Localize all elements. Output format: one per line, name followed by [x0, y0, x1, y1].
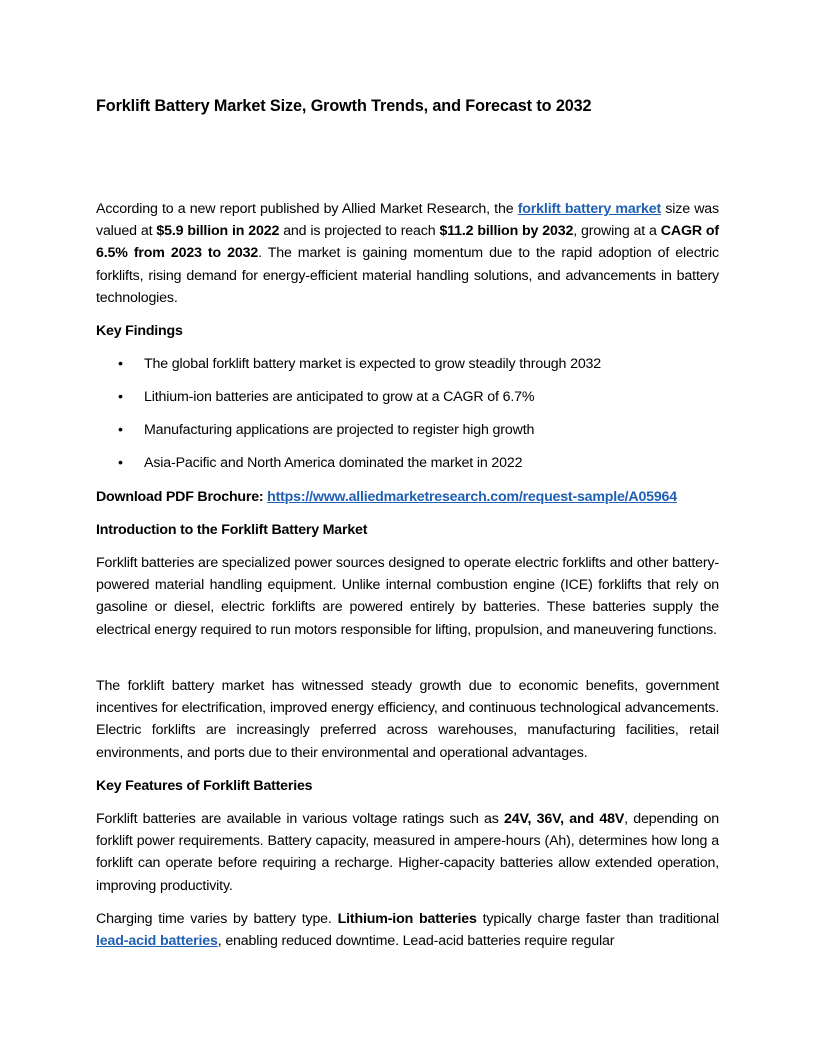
intro-paragraph: [96, 198, 719, 309]
paragraph-text: Charging time varies by battery type.: [96, 911, 338, 927]
intro-text: . The market is gaining momentum due to the rapid adoption of electric forklifts, rising demand for energy-efficient material handling solutions, and advancements in battery technologies.: [96, 245, 719, 306]
brochure-url-link[interactable]: https://www.alliedmarketresearch.com/request-sample/A05964: [267, 489, 677, 505]
intro-text: and is projected to reach: [279, 223, 440, 240]
list-item: [96, 452, 719, 485]
paragraph-text: Forklift batteries are available in various voltage ratings such as: [96, 811, 505, 827]
cagr-value: CAGR of 6.5% from 2023 to 2032: [96, 223, 719, 262]
features-paragraph-2: [96, 908, 719, 952]
bullet-icon: •: [118, 455, 123, 471]
key-findings-heading: Key Findings: [96, 323, 183, 339]
intro-text: , growing at a: [573, 223, 661, 240]
lithium-ion-term: Lithium-ion batteries: [337, 911, 477, 927]
list-item: [96, 353, 719, 386]
download-brochure-line: [96, 486, 677, 508]
paragraph-text: , enabling reduced downtime. Lead-acid batteries require regular: [217, 933, 615, 950]
bullet-icon: •: [118, 422, 123, 438]
voltage-ratings: 24V, 36V, and 48V: [504, 811, 625, 827]
document-title: Forklift Battery Market Size, Growth Trends, and Forecast to 2032: [96, 97, 592, 115]
introduction-paragraph-1: Forklift batteries are specialized power sources designed to operate electric forklifts and other battery-powered material handling equipment. Unlike internal combustion engine (ICE) forklifts that rely on gasoline or diesel, electric forklifts are powered entirely by batteries. These batteries supply the electrical energy required to run motors responsible for lifting, propulsion, and maneuvering functions.: [96, 555, 719, 638]
list-item-text: Lithium-ion batteries are anticipated to grow at a CAGR of 6.7%: [144, 389, 535, 405]
market-value-2032: $11.2 billion by 2032: [439, 223, 574, 240]
bullet-icon: •: [118, 356, 123, 372]
key-findings-list: [96, 353, 719, 485]
key-features-heading: Key Features of Forklift Batteries: [96, 778, 313, 794]
list-item-text: The global forklift battery market is expected to grow steadily through 2032: [144, 356, 602, 372]
download-label: Download PDF Brochure:: [96, 489, 268, 505]
paragraph-text: , depending on forklift power requirements. Battery capacity, measured in ampere-hours (Ah), determines how long a forklift can operate before requiring a recharge. Higher-capacity batteries allow extended operation, improving productivity.: [96, 811, 719, 894]
market-value-2022: $5.9 billion in 2022: [156, 223, 280, 240]
forklift-battery-market-link[interactable]: forklift battery market: [517, 201, 662, 217]
list-item-text: Manufacturing applications are projected to register high growth: [144, 422, 535, 438]
introduction-heading: Introduction to the Forklift Battery Market: [96, 522, 368, 538]
paragraph-text: typically charge faster than traditional: [476, 911, 719, 927]
list-item: [96, 386, 719, 419]
list-item-text: Asia-Pacific and North America dominated the market in 2022: [144, 455, 523, 471]
intro-text: size was valued at: [96, 201, 719, 240]
list-item: [96, 419, 719, 452]
introduction-paragraph-2: The forklift battery market has witnessed steady growth due to economic benefits, government incentives for electrification, improved energy efficiency, and continuous technological advancements. Electric forklifts are increasingly preferred across warehouses, manufacturing facilities, retail environments, and ports due to their environmental and operational advantages.: [96, 678, 719, 761]
bullet-icon: •: [118, 389, 123, 405]
lead-acid-batteries-link[interactable]: lead-acid batteries: [96, 933, 218, 950]
features-paragraph-1: [96, 808, 719, 897]
intro-text: According to a new report published by Allied Market Research, the: [96, 201, 518, 217]
